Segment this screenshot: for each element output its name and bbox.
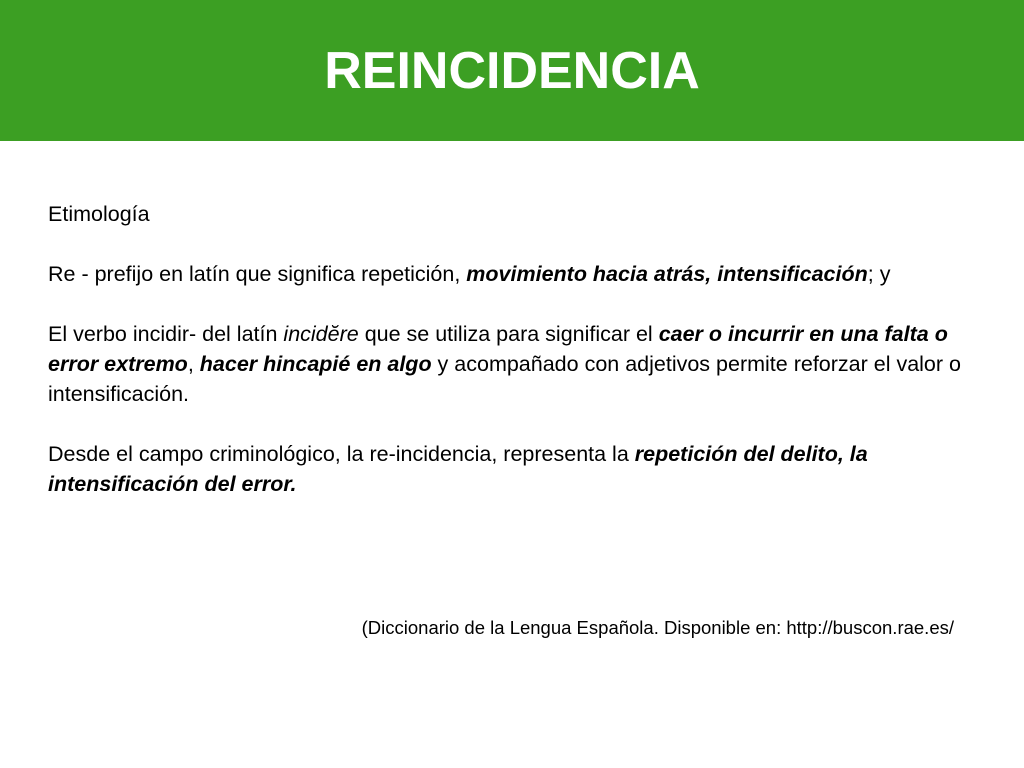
dictionary-citation: (Diccionario de la Lengua Española. Disponible en: http://buscon.rae.es/ xyxy=(361,616,954,638)
verb-separator: , xyxy=(187,352,200,376)
etymology-heading: Etimología xyxy=(48,202,150,226)
prefix-paragraph xyxy=(48,259,968,289)
verb-paragraph xyxy=(48,319,968,409)
verb-emphasis-fall: caer o incurrir en una falta o error extremo xyxy=(48,322,948,376)
verb-emphasis-insist: hacer hincapié en algo xyxy=(199,352,432,376)
criminology-paragraph xyxy=(48,439,968,499)
slide-title: REINCIDENCIA xyxy=(324,41,700,100)
prefix-emphasis: movimiento hacia atrás, intensificación xyxy=(466,262,868,286)
title-banner xyxy=(0,0,1024,141)
verb-text: El verbo incidir- del latín xyxy=(48,322,284,346)
slide-body xyxy=(48,199,968,499)
prefix-text: Re - prefijo en latín que significa repetición, xyxy=(48,262,467,286)
criminology-emphasis: repetición del delito, la intensificación del error. xyxy=(48,442,868,496)
prefix-text-end: ; y xyxy=(867,262,891,286)
verb-text-end: y acompañado con adjetivos permite reforzar el valor o intensificación. xyxy=(48,352,961,406)
criminology-text: Desde el campo criminológico, la re-incidencia, representa la xyxy=(48,442,635,466)
verb-text-middle: que se utiliza para significar el xyxy=(358,322,659,346)
latin-word: incidĕre xyxy=(283,322,359,346)
paragraph-spacer xyxy=(48,409,968,439)
paragraph-spacer xyxy=(48,229,968,259)
paragraph-spacer xyxy=(48,289,968,319)
